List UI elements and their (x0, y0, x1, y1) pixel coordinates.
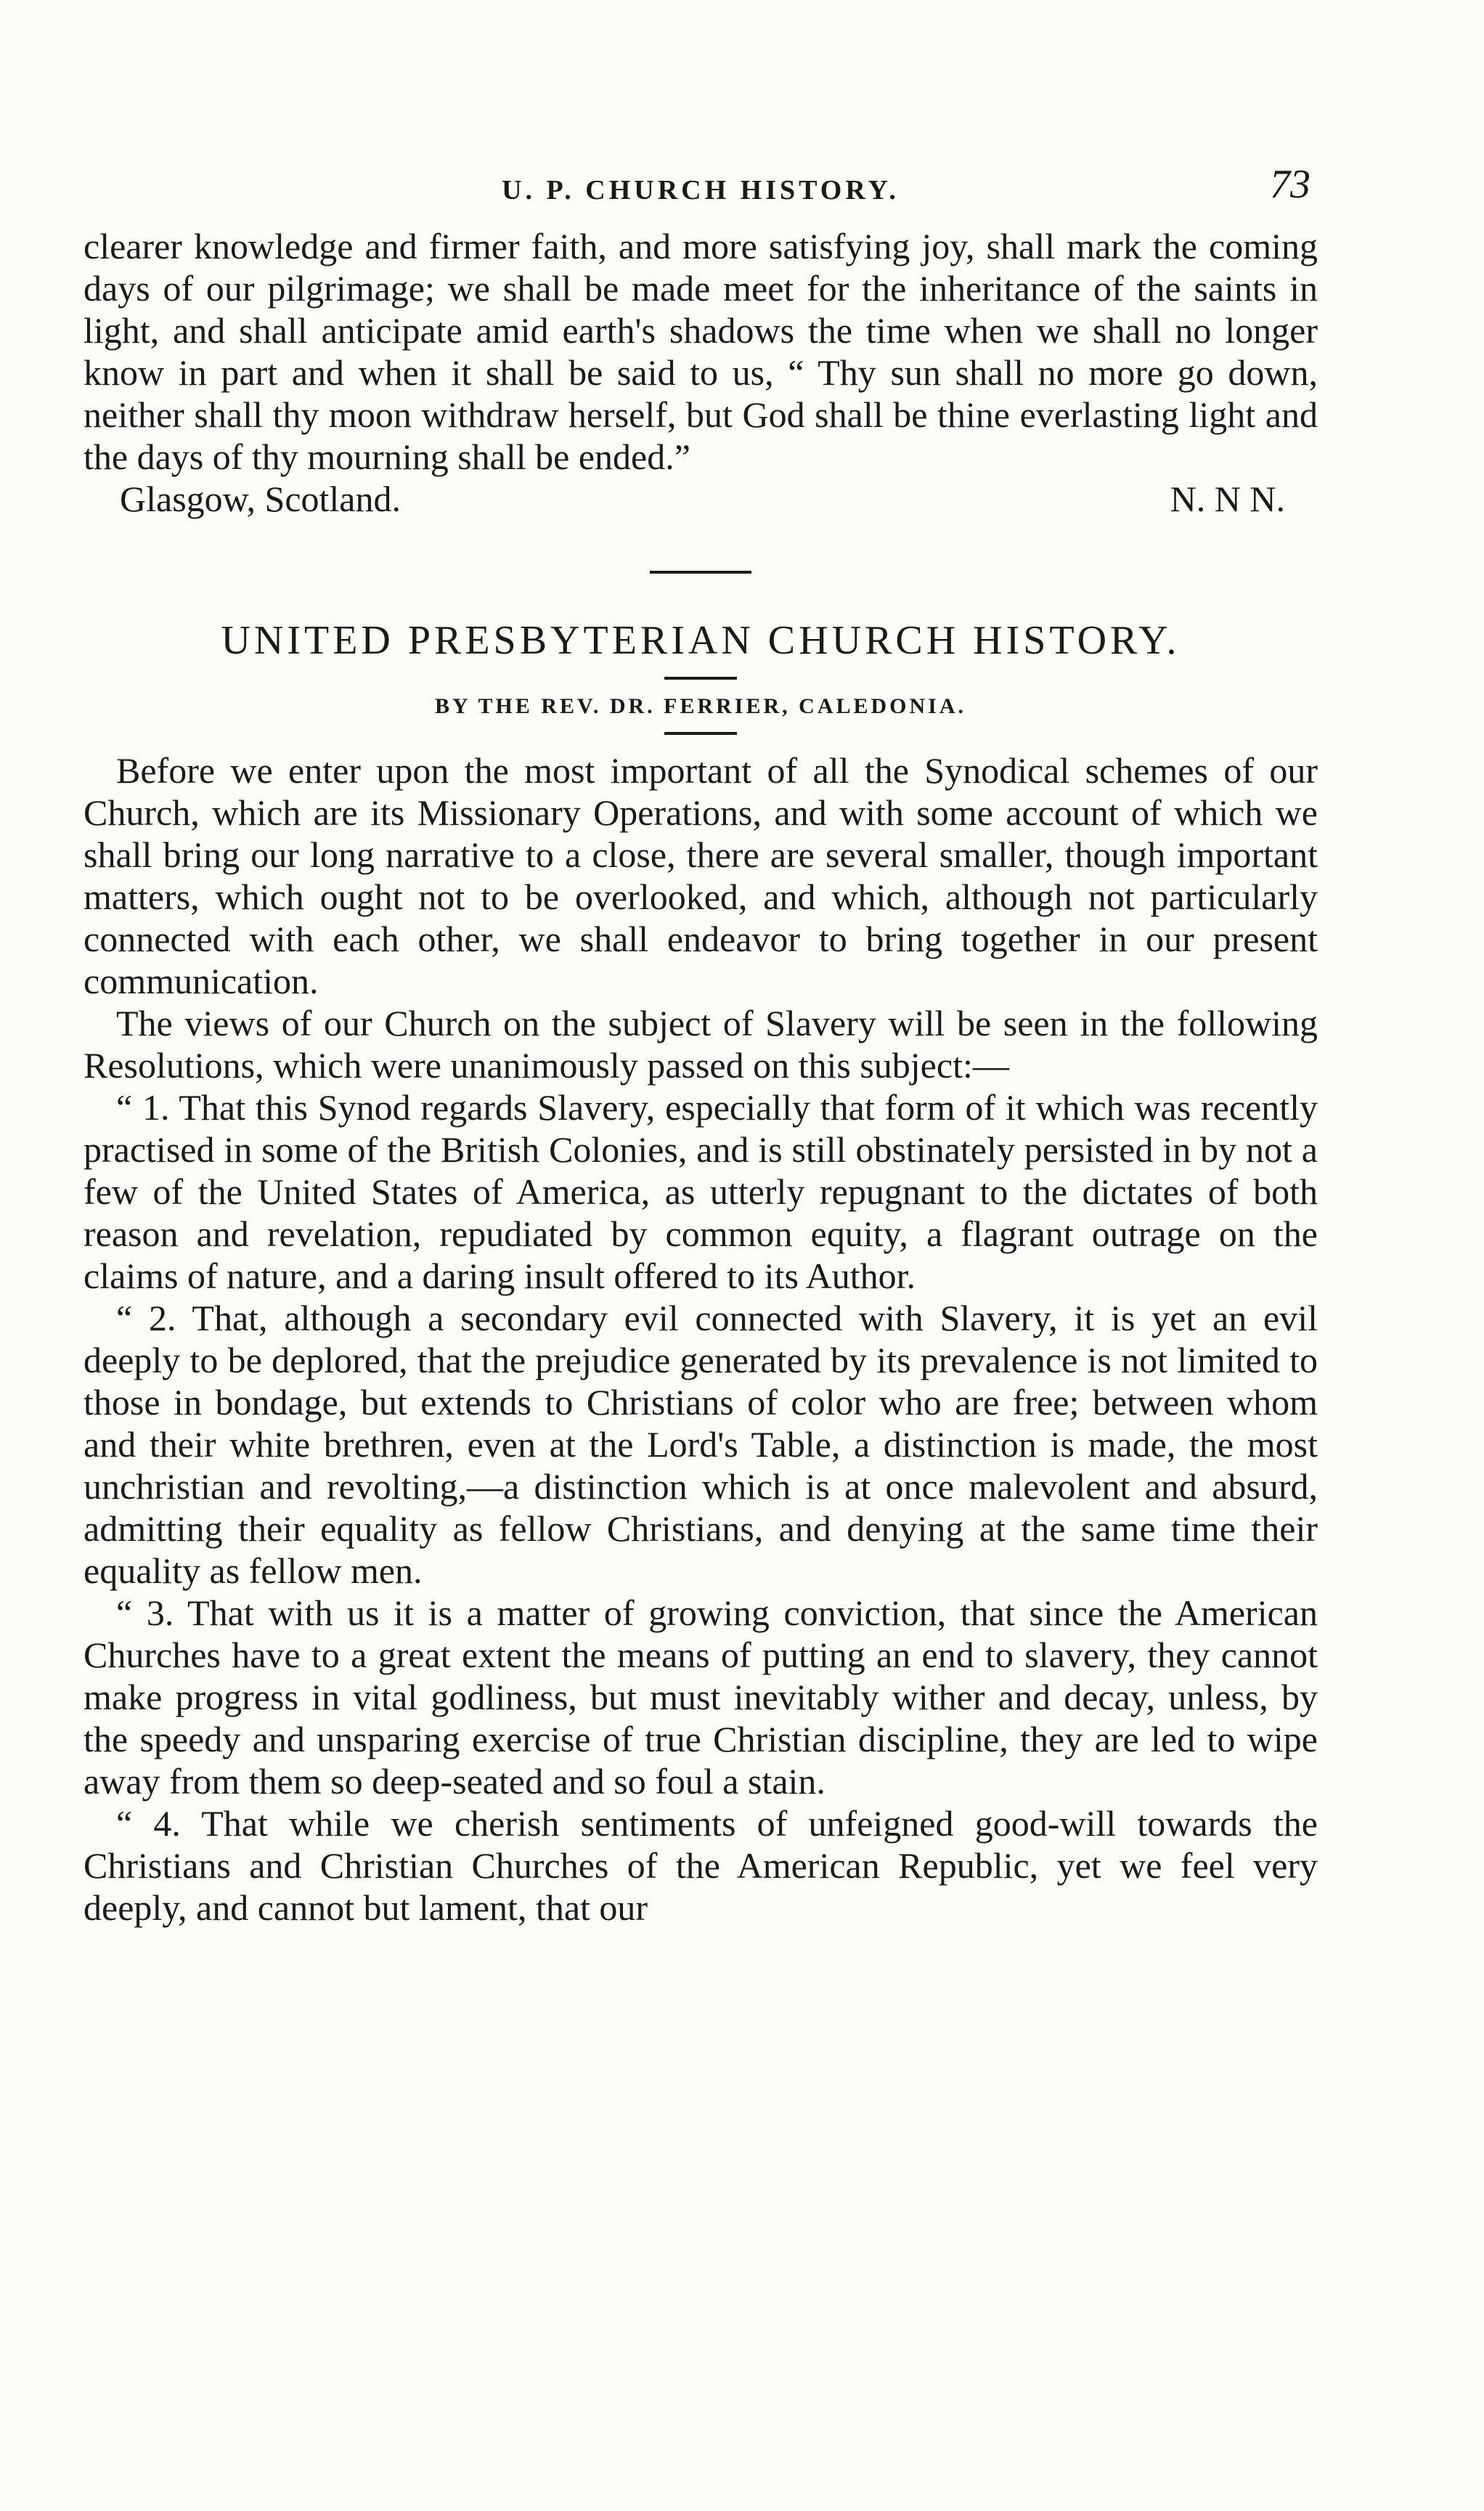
previous-article-closing-text: clearer knowledge and firmer faith, and more satisfying joy, shall mark the coming days of our pilgrimage; we shall be made meet for the inheritance of the saints in light, and shall anticipate amid earth's shadows the time when we shall no longer know in part and when it shall be said to us, “ Thy sun shall no more go down, neither shall thy moon withdraw herself, but God shall be thine everlasting light and the days of thy mourning shall be ended.” (83, 226, 1318, 477)
running-head (83, 162, 1318, 225)
title-rule (664, 677, 737, 680)
byline-rule (664, 732, 737, 735)
section-divider (650, 571, 751, 574)
resolution-paragraph: “ 2. That, although a secondary evil connected with Slavery, it is yet an evil deeply to be deplored, that the prejudice generated by its prevalence is not limited to those in bondage, but extends to Christians of color who are free; between whom and their white brethren, even at the Lord's Table, a distinction is made, the most unchristian and revolting,—a distinction which is at once malevolent and absurd, admitting their equality as fellow Christians, and denying at the same time their equality as fellow men. (83, 1298, 1318, 1591)
article-title: UNITED PRESBYTERIAN CHURCH HISTORY. (221, 618, 1181, 663)
resolution-paragraph: “ 4. That while we cherish sentiments of unfeigned good-will towards the Christians and Christian Churches of the American Republic, yet we feel very deeply, and cannot but lament, that our (83, 1803, 1318, 1928)
resolution-paragraph: “ 1. That this Synod regards Slavery, especially that form of it which was recently practised in some of the British Colonies, and is still obstinately persisted in by not a few of the United States of America, as utterly repugnant to the dictates of both reason and revelation, repudiated by common equity, a flagrant outrage on the claims of nature, and a daring insult offered to its Author. (83, 1087, 1318, 1296)
signature-initials: N. N N. (1170, 479, 1285, 519)
running-title: U. P. CHURCH HISTORY. (502, 175, 900, 205)
signature-place: Glasgow, Scotland. (120, 479, 401, 519)
article-byline: BY THE REV. DR. FERRIER, CALEDONIA. (434, 694, 967, 718)
page-number: 73 (1270, 162, 1310, 207)
book-page (83, 162, 1318, 2447)
resolution-paragraph: “ 3. That with us it is a matter of growing conviction, that since the American Churches have to a great extent the means of putting an end to slavery, they cannot make progress in vital godliness, but must inevitably wither and decay, unless, by the speedy and unsparing exercise of true Christian discipline, they are led to wipe away from them so deep-seated and so foul a stain. (83, 1592, 1318, 1802)
body-paragraph: Before we enter upon the most important of all the Synodical schemes of our Church, which are its Missionary Operations, and with some account of which we shall bring our long narrative to a close, there are several smaller, though important matters, which ought not to be overlooked, and which, although not particularly connected with each other, we shall endeavor to bring together in our present communication. (83, 750, 1318, 1001)
body-paragraph: The views of our Church on the subject of Slavery will be seen in the following Resolutions, which were unanimously passed on this subject:— (83, 1003, 1318, 1086)
signature-line (83, 478, 1318, 520)
